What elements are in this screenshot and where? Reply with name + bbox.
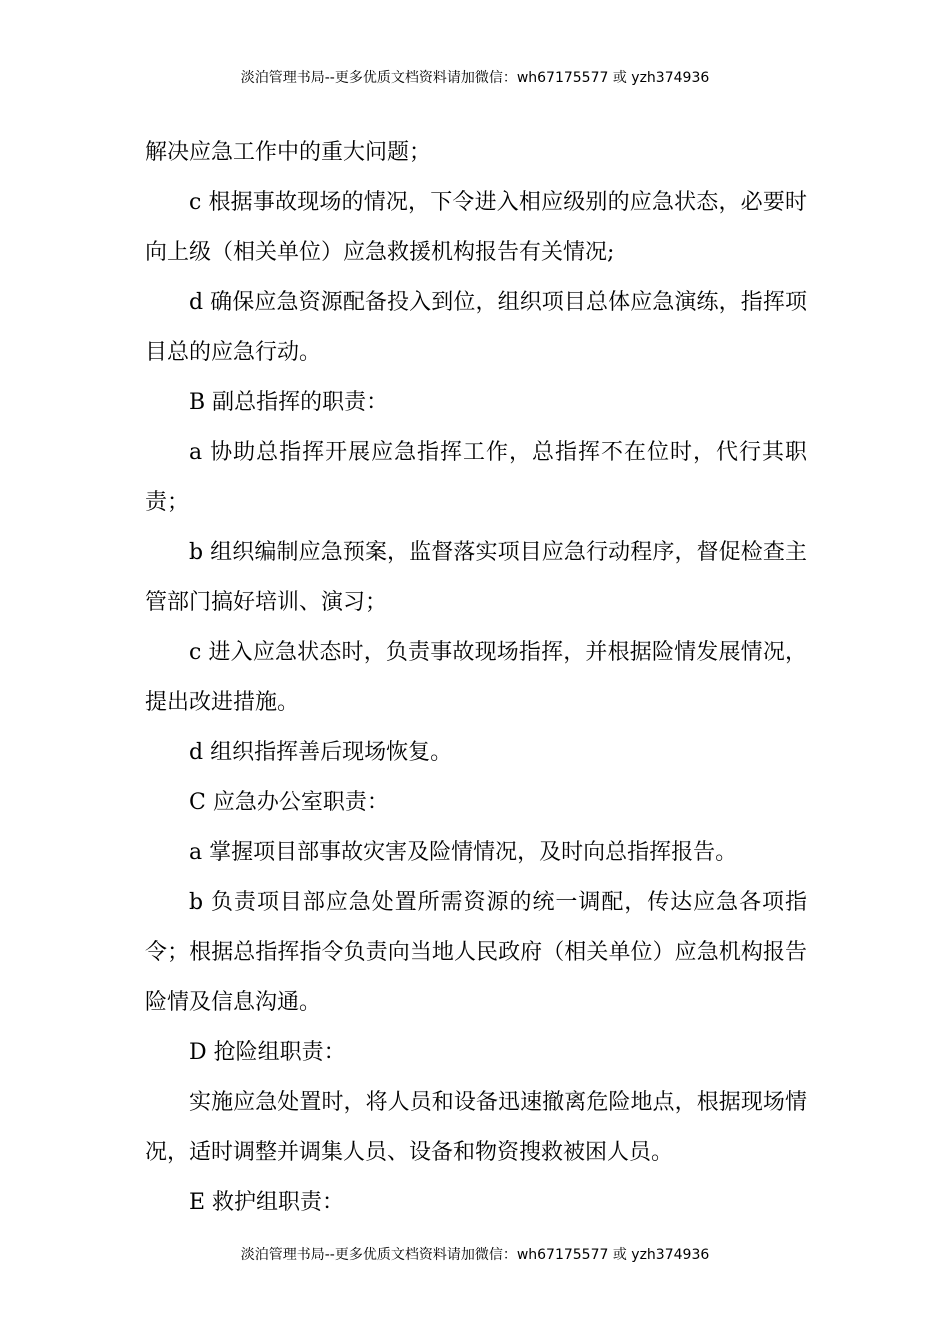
paragraph-item-d-commander: d 确保应急资源配备投入到位，组织项目总体应急演练，指挥项目总的应急行动。	[145, 290, 807, 365]
section-heading-emergency-office: C 应急办公室职责：	[189, 790, 389, 815]
paragraph-item-b-office: b 负责项目部应急处置所需资源的统一调配，传达应急各项指令；根据总指挥指令负责向当地人民政府（相关单位）应急机构报告险情及信息沟通。	[145, 890, 807, 1015]
section-heading-medical-team: E 救护组职责：	[189, 1190, 345, 1215]
section-heading-deputy-commander: B 副总指挥的职责：	[189, 390, 389, 415]
page-footer-watermark: 淡泊管理书局--更多优质文档资料请加微信：wh67175577 或 yzh374936	[240, 1247, 710, 1263]
paragraph-item-c-commander: c 根据事故现场的情况，下令进入相应级别的应急状态，必要时向上级（相关单位）应急救援机构报告有关情况;	[145, 190, 807, 265]
paragraph-item-a-deputy: a 协助总指挥开展应急指挥工作，总指挥不在位时，代行其职责；	[145, 440, 807, 515]
page-header-watermark: 淡泊管理书局--更多优质文档资料请加微信：wh67175577 或 yzh374936	[240, 70, 710, 86]
document-body	[145, 128, 807, 1228]
paragraph-item-a-office: a 掌握项目部事故灾害及险情情况，及时向总指挥报告。	[189, 840, 738, 865]
paragraph-item-b-deputy: b 组织编制应急预案，监督落实项目应急行动程序，督促检查主管部门搞好培训、演习；	[145, 540, 807, 615]
paragraph-rescue-team-duties: 实施应急处置时，将人员和设备迅速撤离危险地点，根据现场情况，适时调整并调集人员、设备和物资搜救被困人员。	[145, 1090, 807, 1165]
paragraph-item-c-deputy: c 进入应急状态时，负责事故现场指挥，并根据险情发展情况，提出改进措施。	[145, 640, 807, 715]
paragraph-item-d-deputy: d 组织指挥善后现场恢复。	[189, 740, 453, 765]
paragraph-continuation: 解决应急工作中的重大问题；	[145, 140, 432, 165]
section-heading-rescue-team: D 抢险组职责：	[189, 1040, 346, 1065]
